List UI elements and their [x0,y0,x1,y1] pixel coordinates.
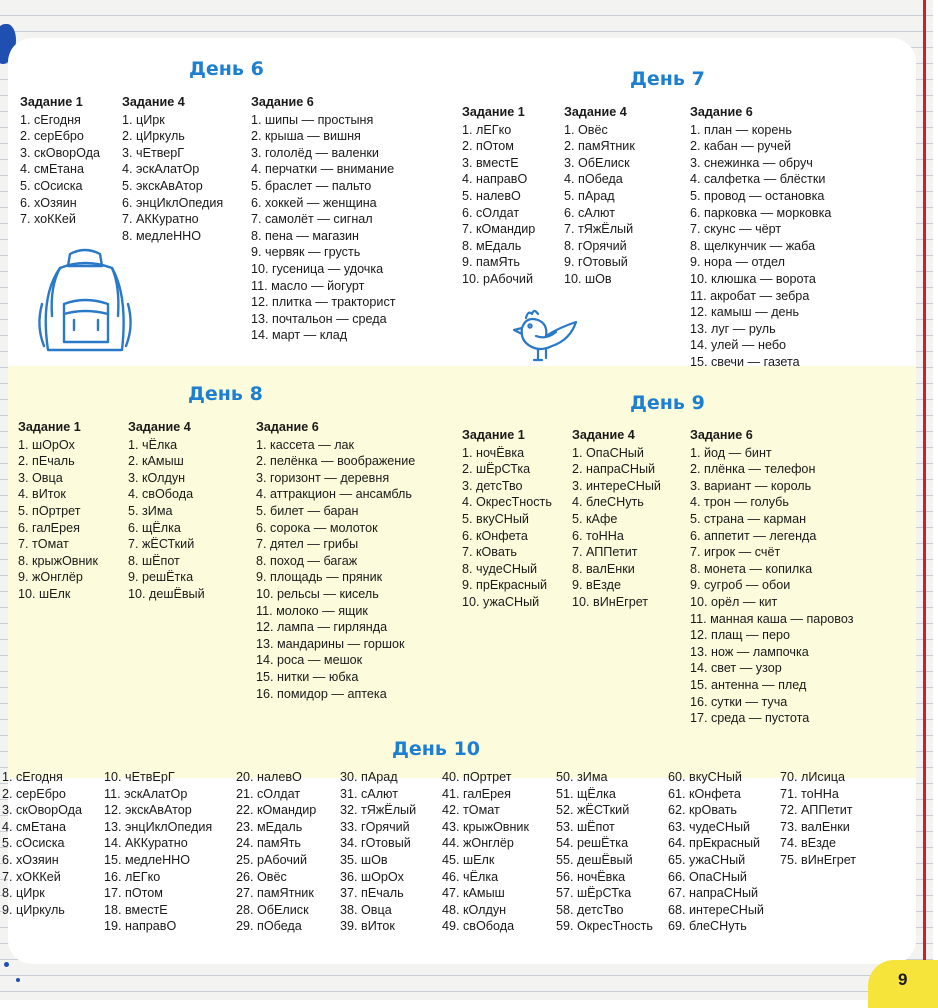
answer-item: 5. сОсиска [2,836,65,851]
day7-task4 [564,104,635,288]
answer-item: 10. чЕтвЕрГ [104,770,175,784]
answer-item: 2. цИркуль [122,129,185,144]
answer-item: 56. ночЁвка [556,869,626,884]
answer-item: 30. пАрад [340,770,398,784]
answer-item: 2. памЯтник [564,139,635,154]
day6-task4 [122,94,223,244]
answer-item: 66. ОпаСНый [668,869,747,884]
answer-item: 43. крыжОвник [442,819,529,834]
answer-item: 5. пАрад [564,188,615,203]
page-number-badge [868,960,938,1008]
answer-item: 50. зИма [556,770,608,784]
answer-item: 63. чудеСНый [668,819,751,834]
answer-item: 4. вИток [18,487,66,502]
answer-item: 8. мЕдаль [462,238,522,253]
answer-item: 7. дятел — грибы [256,537,359,552]
day9-task4 [572,427,661,611]
answer-item: 49. свОбода [442,919,515,934]
day8-task1 [18,419,98,603]
day7-task1-heading: Задание 1 [462,105,525,119]
answer-item: 7. хОККей [2,869,61,884]
answer-item: 13. нож — лампочка [690,644,809,659]
day7-task4-heading: Задание 4 [564,105,627,119]
answer-item: 33. гОрячий [340,819,410,834]
answer-item: 6. сорока — молоток [256,520,378,535]
ink-dot-decoration [16,978,20,982]
answer-item: 19. направО [104,919,177,934]
day8-task1-heading: Задание 1 [18,420,81,434]
ink-dot-decoration [4,962,9,967]
day10-column-4 [340,769,416,935]
day6-task6 [251,94,396,344]
day7-task1 [462,104,535,288]
answer-item: 10. рельсы — кисель [256,586,379,601]
answer-item: 6. энцИклОпедия [122,195,224,210]
answer-item: 8. валЕнки [572,561,635,576]
answer-item: 6. кОнфета [462,528,528,543]
answer-item: 8. чудеСНый [462,561,538,576]
answer-item: 3. вариант — король [690,478,812,493]
answer-item: 15. свечи — газета [690,354,800,369]
answer-item: 4. аттракцион — ансамбль [256,487,412,502]
answer-item: 7. кОмандир [462,222,536,237]
answer-item: 17. среда — пустота [690,711,810,726]
answer-item: 3. гололёд — валенки [251,145,379,160]
answer-item: 8. шЁпот [128,553,180,568]
answer-item: 15. нитки — юбка [256,669,359,684]
answer-item: 7. скунс — чёрт [690,222,782,237]
answer-item: 15. медлеННО [104,852,191,867]
day8-task6 [256,419,415,702]
day10-column-3 [236,769,316,935]
answer-item: 8. щелкунчик — жаба [690,238,816,253]
answer-item: 2. пОтом [462,139,514,154]
answer-item: 6. хОзяин [2,852,59,867]
answer-item: 9. нора — отдел [690,255,785,270]
answer-item: 5. сОсиска [20,178,83,193]
answer-item: 10. рАбочий [462,271,533,286]
answer-item: 6. аппетит — легенда [690,528,817,543]
answer-item: 5. страна — карман [690,511,807,526]
answer-item: 14. улей — небо [690,338,787,353]
answer-item: 4. салфетка — блёстки [690,172,826,187]
answer-item: 7. тОмат [18,537,69,552]
day10-column-8 [780,769,856,869]
answer-item: 57. шЁрСТка [556,886,632,901]
answer-item: 1. йод — бинт [690,445,772,460]
answer-item: 2. шЁрСТка [462,462,531,477]
answer-item: 5. налевО [462,188,521,203]
answer-item: 3. интереСНый [572,478,661,493]
day10-title: День 10 [392,738,481,760]
answer-item: 2. пелёнка — воображение [256,454,416,469]
answer-item: 70. лИсица [780,770,845,784]
answer-item: 27. памЯтник [236,886,314,901]
answer-item: 31. сАлют [340,786,398,801]
day6-task1 [20,94,100,228]
answer-item: 29. пОбеда [236,919,302,934]
answer-item: 7. АККуратно [122,212,199,227]
answer-item: 3. скОворОда [20,145,101,160]
answer-item: 14. март — клад [251,328,348,343]
day6-title: День 6 [189,58,264,80]
answer-item: 68. интереСНый [668,902,764,917]
answer-item: 11. манная каша — паровоз [690,611,854,626]
answer-item: 7. кОвать [462,545,517,560]
answer-item: 8. гОрячий [564,238,627,253]
answer-item: 18. вместЕ [104,902,168,917]
day9-task4-heading: Задание 4 [572,428,635,442]
answer-item: 16. сутки — туча [690,694,788,709]
answer-item: 8. медлеННО [122,228,202,243]
day9-title: День 9 [630,392,705,414]
answer-item: 73. валЕнки [780,819,850,834]
answer-item: 9. червяк — грусть [251,245,361,260]
answer-item: 3. детсТво [462,478,523,493]
answer-item: 4. ОкресТность [462,495,552,510]
answer-item: 3. Овца [18,470,63,485]
answer-item: 5. вкуСНый [462,511,529,526]
answer-item: 11. акробат — зебра [690,288,810,303]
answer-item: 9. жОнглёр [18,570,83,585]
answer-item: 2. пЕчаль [18,454,75,469]
answer-item: 16. помидор — аптека [256,686,387,701]
answer-item: 1. кассета — лак [256,437,355,452]
answer-item: 5. кАфе [572,511,618,526]
answer-item: 2. плёнка — телефон [690,462,816,477]
answer-item: 26. Овёс [236,869,287,884]
answer-item: 4. смЕтана [2,819,66,834]
answer-item: 7. АППетит [572,545,638,560]
day8-title: День 8 [188,383,263,405]
answer-item: 9. прЕкрасный [462,578,548,593]
answer-item: 8. поход — багаж [256,553,358,568]
answer-item: 3. чЕтверГ [122,145,185,160]
answer-item: 1. сЕгодня [2,770,63,784]
day8-task6-heading: Задание 6 [256,420,319,434]
answer-item: 1. шОрОх [18,437,75,452]
answer-item: 5. зИма [128,503,173,518]
answer-item: 2. кАмыш [128,454,184,469]
answer-item: 53. шЁпот [556,819,615,834]
answer-item: 44. жОнглёр [442,836,514,851]
answer-item: 14. роса — мешок [256,653,363,668]
answer-item: 16. лЕГко [104,869,161,884]
answer-item: 32. тЯжЁлый [340,803,417,818]
answer-item: 10. орёл — кит [690,594,778,609]
answer-item: 55. дешЁвый [556,852,633,867]
answer-item: 35. шОв [340,852,388,867]
answer-item: 24. памЯть [236,836,301,851]
answer-item: 10. дешЁвый [128,586,205,601]
answer-item: 3. ОбЕлиск [564,155,630,170]
answer-item: 3. горизонт — деревня [256,470,390,485]
answer-item: 5. билет — баран [256,503,359,518]
day7-task6 [690,104,831,371]
answer-item: 5. провод — остановка [690,188,825,203]
answer-item: 10. ужаСНый [462,594,540,609]
answer-item: 20. налевО [236,770,302,784]
answer-item: 64. прЕкрасный [668,836,761,851]
answer-item: 14. АККуратно [104,836,188,851]
answer-item: 17. пОтом [104,886,163,901]
answer-item: 54. решЁтка [556,836,629,851]
answer-item: 10. гусеница — удочка [251,261,384,276]
answer-item: 10. вИнЕгрет [572,594,649,609]
answer-item: 12. лампа — гирлянда [256,620,388,635]
answer-item: 9. вЕзде [572,578,621,593]
day10-column-5 [442,769,529,935]
answer-item: 36. шОрОх [340,869,404,884]
answer-item: 45. шЕлк [442,852,495,867]
answer-item: 7. хоККей [20,212,76,227]
answer-item: 2. крыша — вишня [251,129,361,144]
day9-task6-heading: Задание 6 [690,428,753,442]
answer-item: 15. антенна — плед [690,677,807,692]
day8-task4 [128,419,205,603]
answer-item: 3. скОворОда [2,803,83,818]
answer-item: 2. кабан — ручей [690,139,792,154]
answer-item: 8. пена — магазин [251,228,359,243]
answer-item: 6. сАлют [564,205,615,220]
answer-item: 41. галЕрея [442,786,511,801]
answer-item: 3. снежинка — обруч [690,155,813,170]
answer-item: 58. детсТво [556,902,624,917]
answer-item: 28. ОбЕлиск [236,902,309,917]
answer-item: 25. рАбочий [236,852,307,867]
answer-item: 38. Овца [340,902,392,917]
day10-column-7 [668,769,764,935]
answer-item: 1. цИрк [122,112,165,127]
answer-item: 2. серЕбро [2,786,66,801]
answer-item: 12. камыш — день [690,305,800,320]
answer-item: 13. мандарины — горшок [256,636,405,651]
answer-item: 9. гОтовый [564,255,628,270]
answer-item: 8. крыжОвник [18,553,98,568]
day9-task6 [690,427,853,727]
answer-item: 1. лЕГко [462,122,512,137]
answer-item: 6. хоккей — женщина [251,195,377,210]
answer-item: 13. почтальон — среда [251,311,387,326]
day8-task4-heading: Задание 4 [128,420,191,434]
answer-item: 39. вИток [340,919,395,934]
answer-item: 4. перчатки — внимание [251,162,395,177]
answer-item: 34. гОтовый [340,836,411,851]
answer-item: 11. эскАлатОр [104,786,188,801]
day10-column-1 [2,769,82,918]
answer-item: 9. цИркуль [2,902,65,917]
answer-item: 69. блеСНуть [668,919,747,934]
answer-item: 42. тОмат [442,803,500,818]
answer-item: 2. напраСНый [572,462,656,477]
day6-task1-heading: Задание 1 [20,95,83,109]
answer-item: 4. трон — голубь [690,495,789,510]
answer-item: 10. шОв [564,271,612,286]
answer-item: 9. сугроб — обои [690,578,791,593]
answer-item: 7. самолёт — сигнал [251,212,373,227]
answer-item: 7. тЯжЁлый [564,222,634,237]
day10-column-2 [104,769,212,935]
answer-item: 6. галЕрея [18,520,80,535]
answer-item: 6. хОзяин [20,195,77,210]
answer-item: 1. сЕгодня [20,112,81,127]
answer-item: 11. молоко — ящик [256,603,368,618]
answer-item: 1. чЁлка [128,437,178,452]
answer-item: 7. игрок — счёт [690,545,781,560]
answer-item: 74. вЕзде [780,836,836,851]
answer-item: 21. сОлдат [236,786,301,801]
answer-item: 48. кОлдун [442,902,507,917]
backpack-icon [30,246,140,356]
answer-item: 62. крОвать [668,803,737,818]
answer-item: 51. щЁлка [556,786,616,801]
answer-item: 4. смЕтана [20,162,84,177]
answer-item: 1. ОпаСНый [572,445,644,460]
answer-item: 13. луг — руль [690,321,776,336]
answer-item: 5. экскАвАтор [122,178,203,193]
answer-item: 5. пОртрет [18,503,81,518]
answer-item: 14. свет — узор [690,661,782,676]
answer-item: 11. масло — йогурт [251,278,365,293]
answer-item: 6. щЁлка [128,520,181,535]
answer-item: 13. энцИклОпедия [104,819,213,834]
answer-item: 1. Овёс [564,122,608,137]
answer-item: 47. кАмыш [442,886,505,901]
answer-item: 52. жЁСТкий [556,803,630,818]
answer-item: 5. браслет — пальто [251,178,372,193]
answer-item: 1. план — корень [690,122,792,137]
answer-item: 9. решЁтка [128,570,194,585]
answer-item: 65. ужаСНый [668,852,746,867]
answer-item: 3. кОлдун [128,470,186,485]
day7-title: День 7 [630,68,705,90]
answer-item: 59. ОкресТность [556,919,653,934]
day7-task6-heading: Задание 6 [690,105,753,119]
answer-item: 3. вместЕ [462,155,519,170]
answer-item: 4. блеСНуть [572,495,644,510]
answer-item: 23. мЕдаль [236,819,303,834]
day9-task1 [462,427,552,611]
answers-card [2,38,916,964]
answer-item: 8. цИрк [2,886,45,901]
answer-item: 10. клюшка — ворота [690,271,816,286]
answer-item: 71. тоННа [780,786,839,801]
answer-item: 4. пОбеда [564,172,623,187]
answer-item: 6. тоННа [572,528,624,543]
day10-column-6 [556,769,653,935]
page-number: 9 [898,970,908,989]
answer-item: 4. свОбода [128,487,194,502]
answer-item: 46. чЁлка [442,869,499,884]
answer-item: 6. парковка — морковка [690,205,832,220]
answer-item: 75. вИнЕгрет [780,852,857,867]
answer-item: 4. направО [462,172,528,187]
bird-icon [512,306,582,366]
answer-item: 10. шЕлк [18,586,71,601]
answer-item: 72. АППетит [780,803,853,818]
answer-item: 9. памЯть [462,255,520,270]
answer-item: 9. площадь — пряник [256,570,383,585]
answer-item: 61. кОнфета [668,786,741,801]
answer-item: 67. напраСНый [668,886,759,901]
answer-item: 7. жЁСТкий [128,537,195,552]
answer-item: 4. эскАлатОр [122,162,200,177]
answer-item: 40. пОртрет [442,770,512,784]
answer-item: 60. вкуСНый [668,770,742,784]
answer-item: 12. экскАвАтор [104,803,192,818]
answer-item: 2. серЕбро [20,129,84,144]
answer-item: 6. сОлдат [462,205,520,220]
answer-item: 12. плитка — тракторист [251,295,396,310]
answer-item: 12. плащ — перо [690,628,790,643]
answer-item: 22. кОмандир [236,803,317,818]
answer-item: 8. монета — копилка [690,561,813,576]
day9-task1-heading: Задание 1 [462,428,525,442]
answer-item: 1. ночЁвка [462,445,525,460]
answer-item: 37. пЕчаль [340,886,404,901]
day6-task4-heading: Задание 4 [122,95,185,109]
day6-task6-heading: Задание 6 [251,95,314,109]
answer-item: 1. шипы — простыня [251,112,374,127]
